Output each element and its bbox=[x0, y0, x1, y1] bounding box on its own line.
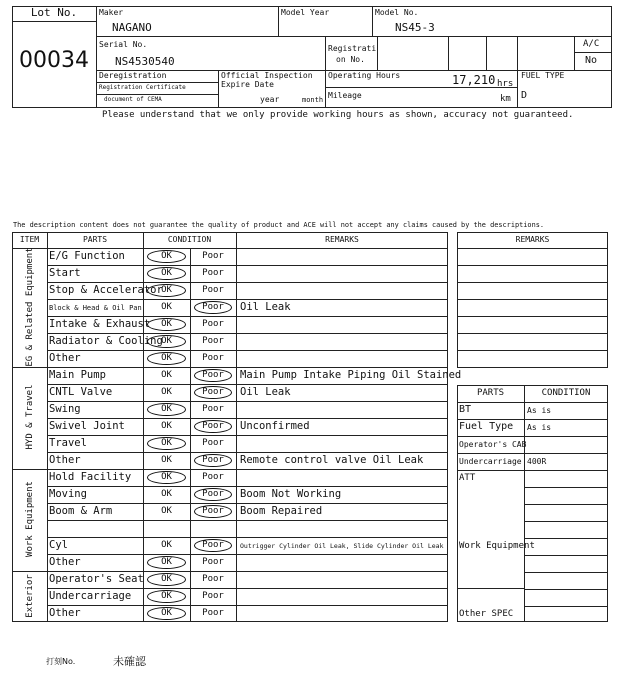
ok-option: OK bbox=[161, 268, 172, 278]
poor-option: Poor bbox=[202, 506, 224, 516]
ok-option: OK bbox=[161, 353, 172, 363]
part-label: Other bbox=[49, 454, 81, 466]
remark-text: Oil Leak bbox=[240, 301, 291, 313]
work-equipment-label: Work Equipment bbox=[459, 541, 535, 551]
poor-option: Poor bbox=[202, 438, 224, 448]
ok-option: OK bbox=[161, 506, 172, 516]
serial-label: Serial No. bbox=[99, 40, 148, 49]
model-no-label: Model No. bbox=[375, 8, 419, 17]
ok-circle-mark bbox=[147, 318, 186, 331]
operating-hours-label: Operating Hours bbox=[328, 71, 401, 80]
remarks-header: REMARKS bbox=[325, 235, 359, 244]
ok-circle-mark bbox=[147, 471, 186, 484]
ok-circle-mark bbox=[147, 335, 186, 348]
ok-circle-mark bbox=[147, 590, 186, 603]
parts-header: PARTS bbox=[82, 235, 108, 244]
ok-option: OK bbox=[161, 404, 172, 414]
other-spec-label: Other SPEC bbox=[459, 609, 514, 619]
poor-option: Poor bbox=[202, 540, 224, 550]
hours-notice: Please understand that we only provide working hours as shown, accuracy not guaranteed. bbox=[102, 110, 574, 120]
right-part-label: BT bbox=[459, 404, 472, 415]
right-part-label: Undercarriage bbox=[459, 457, 522, 466]
remark-text: Unconfirmed bbox=[240, 420, 310, 432]
ok-circle-mark bbox=[147, 403, 186, 416]
poor-option: Poor bbox=[202, 421, 224, 431]
part-label: Swivel Joint bbox=[49, 420, 125, 432]
poor-option: Poor bbox=[202, 336, 224, 346]
part-label: Travel bbox=[49, 437, 87, 449]
ok-circle-mark bbox=[147, 352, 186, 365]
poor-circle-mark bbox=[194, 369, 232, 382]
poor-circle-mark bbox=[194, 505, 232, 518]
part-label: Intake & Exhaust bbox=[49, 318, 151, 330]
ok-circle-mark bbox=[147, 437, 186, 450]
poor-circle-mark bbox=[194, 488, 232, 501]
poor-circle-mark bbox=[194, 539, 232, 552]
stamp-value: 未確認 bbox=[113, 655, 146, 668]
remark-text: Remote control valve Oil Leak bbox=[240, 454, 424, 466]
poor-option: Poor bbox=[202, 353, 224, 363]
part-label: Stop & Accelerator bbox=[49, 284, 163, 296]
poor-option: Poor bbox=[202, 591, 224, 601]
ac-value: No bbox=[585, 55, 598, 66]
serial-value: NS4530540 bbox=[115, 55, 175, 68]
condition-header: CONDITION bbox=[167, 235, 212, 244]
right-part-label: Fuel Type bbox=[459, 421, 514, 432]
remark-text: Main Pump Intake Piping Oil Stained bbox=[240, 369, 462, 381]
right-parts-header: PARTS bbox=[476, 388, 505, 398]
ok-circle-mark bbox=[147, 284, 186, 297]
right-condition-value: As is bbox=[527, 423, 552, 432]
ok-option: OK bbox=[161, 608, 172, 618]
group-label: HYD & Travel bbox=[24, 384, 35, 450]
poor-circle-mark bbox=[194, 420, 232, 433]
poor-circle-mark bbox=[194, 386, 232, 399]
model-year-label: Model Year bbox=[281, 8, 330, 17]
ok-option: OK bbox=[161, 387, 172, 397]
remark-text: Boom Repaired bbox=[240, 505, 323, 517]
part-label: Boom & Arm bbox=[49, 505, 113, 517]
ok-option: OK bbox=[161, 421, 172, 431]
part-label: Hold Facility bbox=[49, 471, 132, 483]
ok-circle-mark bbox=[147, 267, 186, 280]
part-label: Undercarriage bbox=[49, 590, 132, 602]
maker-label: Maker bbox=[99, 8, 124, 17]
part-label: Cyl bbox=[49, 539, 68, 551]
ok-option: OK bbox=[161, 336, 172, 346]
poor-option: Poor bbox=[202, 268, 224, 278]
remark-text: Boom Not Working bbox=[240, 488, 342, 500]
part-label: Swing bbox=[49, 403, 81, 415]
part-label: Block & Head & Oil Pan bbox=[49, 304, 142, 312]
right-condition-value: 400R bbox=[527, 457, 547, 466]
poor-option: Poor bbox=[202, 455, 224, 465]
disclaimer: The description content does not guarantee the quality of product and ACE will not accept any claims caused by the descriptions. bbox=[13, 221, 545, 229]
part-label: Start bbox=[49, 267, 81, 279]
registration-certificate-label: Registration Certificate bbox=[99, 84, 186, 91]
ok-circle-mark bbox=[147, 556, 186, 569]
part-label: Main Pump bbox=[49, 369, 106, 381]
model-no-value: NS45-3 bbox=[395, 21, 435, 34]
poor-option: Poor bbox=[202, 404, 224, 414]
poor-option: Poor bbox=[202, 319, 224, 329]
poor-option: Poor bbox=[202, 608, 224, 618]
ok-option: OK bbox=[161, 438, 172, 448]
poor-option: Poor bbox=[202, 387, 224, 397]
ok-option: OK bbox=[161, 285, 172, 295]
poor-circle-mark bbox=[194, 301, 232, 314]
group-label: EG & Related Equipment bbox=[24, 246, 35, 367]
operating-hours-value: 17,210 bbox=[452, 73, 496, 87]
poor-option: Poor bbox=[202, 574, 224, 584]
ok-option: OK bbox=[161, 319, 172, 329]
right-condition-value: As is bbox=[527, 406, 552, 415]
ok-circle-mark bbox=[147, 607, 186, 620]
poor-option: Poor bbox=[202, 557, 224, 567]
part-label: Other bbox=[49, 556, 81, 568]
part-label: Other bbox=[49, 352, 81, 364]
ac-label: A/C bbox=[583, 39, 600, 49]
ok-option: OK bbox=[161, 472, 172, 482]
ok-option: OK bbox=[161, 302, 172, 312]
remark-text: Oil Leak bbox=[240, 386, 291, 398]
fuel-type-value: D bbox=[521, 90, 528, 101]
hrs-unit: hrs bbox=[497, 79, 514, 89]
mileage-label: Mileage bbox=[328, 91, 362, 100]
part-label: E/G Function bbox=[49, 250, 125, 262]
part-label: Radiator & Cooling bbox=[49, 335, 163, 347]
ok-option: OK bbox=[161, 489, 172, 499]
part-label: Other bbox=[49, 607, 81, 619]
right-condition-header: CONDITION bbox=[541, 388, 591, 398]
registration-label: Registrati bbox=[328, 44, 377, 53]
att-label: ATT bbox=[459, 473, 476, 483]
maker-value: NAGANO bbox=[112, 21, 152, 34]
stamp-label: 打刻No. bbox=[46, 657, 76, 666]
deregistration-label: Deregistration bbox=[99, 71, 167, 80]
ok-circle-mark bbox=[147, 250, 186, 263]
inspection-label-2: Expire Date bbox=[221, 80, 274, 89]
ok-option: OK bbox=[161, 251, 172, 261]
ok-option: OK bbox=[161, 370, 172, 380]
ok-option: OK bbox=[161, 540, 172, 550]
item-header: ITEM bbox=[19, 235, 40, 244]
poor-option: Poor bbox=[202, 251, 224, 261]
poor-option: Poor bbox=[202, 489, 224, 499]
ok-circle-mark bbox=[147, 573, 186, 586]
fuel-type-label: FUEL TYPE bbox=[521, 71, 565, 80]
poor-option: Poor bbox=[202, 285, 224, 295]
ok-option: OK bbox=[161, 574, 172, 584]
poor-option: Poor bbox=[202, 302, 224, 312]
part-label: Operator's Seat bbox=[49, 573, 144, 585]
poor-circle-mark bbox=[194, 454, 232, 467]
remark-text: Outrigger Cylinder Oil Leak, Slide Cylinder Oil Leak bbox=[240, 542, 444, 550]
group-label: Exterior bbox=[24, 573, 35, 618]
right-remarks-header: REMARKS bbox=[515, 235, 550, 244]
month-label: month bbox=[302, 96, 324, 104]
right-part-label: Operator's CAB bbox=[459, 440, 527, 449]
poor-option: Poor bbox=[202, 370, 224, 380]
ok-option: OK bbox=[161, 591, 172, 601]
part-label: CNTL Valve bbox=[49, 386, 113, 398]
ok-option: OK bbox=[161, 557, 172, 567]
ok-option: OK bbox=[161, 455, 172, 465]
part-label: Moving bbox=[49, 488, 87, 500]
registration-label-2: on No. bbox=[336, 55, 365, 64]
poor-option: Poor bbox=[202, 472, 224, 482]
cema-document-label: document of CEMA bbox=[104, 96, 162, 103]
inspection-label: Official Inspection bbox=[221, 71, 313, 80]
lot-no-label: Lot No. bbox=[30, 6, 78, 19]
group-label: Work Equipment bbox=[24, 481, 35, 557]
km-unit: km bbox=[500, 94, 511, 104]
year-label: year bbox=[260, 95, 280, 104]
lot-number: 00034 bbox=[19, 48, 89, 73]
